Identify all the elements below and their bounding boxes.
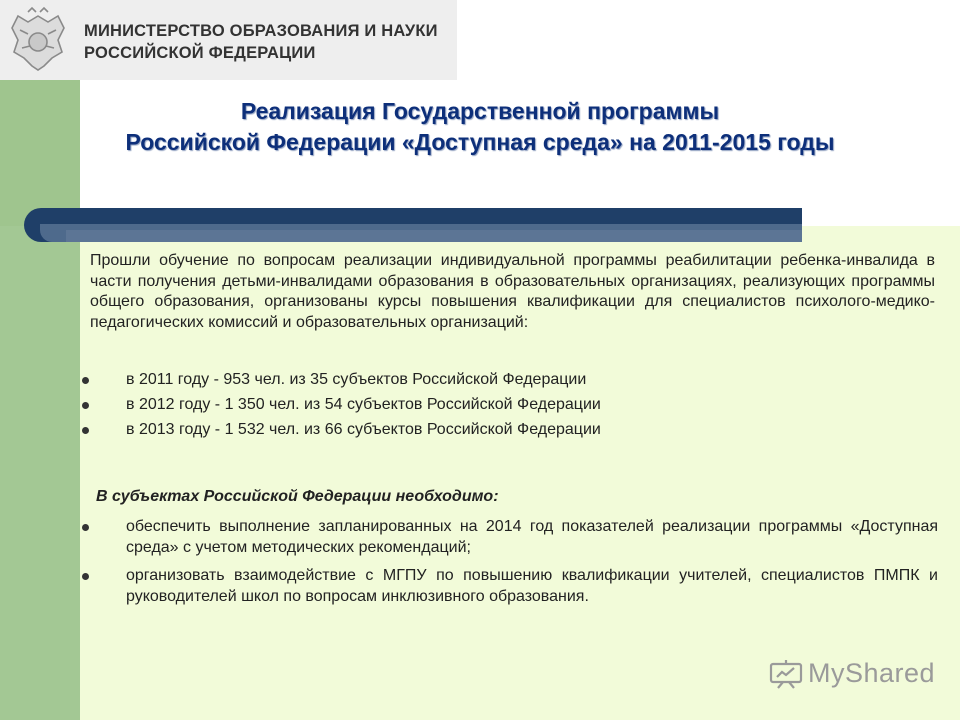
decorative-bar-edge (66, 230, 802, 242)
list-item (78, 566, 938, 607)
list-item-text: в 2012 году - 1 350 чел. из 54 субъектов Российской Федерации (126, 396, 601, 413)
list-item-text: обеспечить выполнение запланированных на 2014 год показателей реализации программы «Доступная среда» с учетом методических рекомендаций; (126, 518, 938, 556)
requirements-heading: В субъектах Российской Федерации необходимо: (96, 488, 499, 505)
list-item-text: организовать взаимодействие с МГПУ по повышению квалификации учителей, специалистов ПМПК и руководителей школ по вопросам инклюзивного образования. (126, 567, 938, 605)
slide-title (0, 96, 960, 158)
ministry-name-line1: МИНИСТЕРСТВО ОБРАЗОВАНИЯ И НАУКИ (84, 22, 438, 40)
left-green-band-lower (0, 226, 80, 720)
ministry-name-line2: РОССИЙСКОЙ ФЕДЕРАЦИИ (84, 44, 316, 62)
intro-paragraph: Прошли обучение по вопросам реализации индивидуальной программы реабилитации ребенка-инвалида в части получения детьми-инвалидами образования в образовательных организациях, реализующих программы общего образования, организованы курсы повышения квалификации для специалистов психолого-медико-педагогических комиссий и образовательных организаций: (90, 252, 935, 331)
myshared-watermark[interactable] (768, 656, 936, 692)
list-item (78, 395, 938, 420)
training-stats-list (78, 370, 938, 445)
list-item (78, 517, 938, 558)
presentation-board-icon (768, 658, 804, 690)
slide-title-line1: Реализация Государственной программы (240, 98, 720, 124)
slide-title-line2: Российской Федерации «Доступная среда» на 2011-2015 годы (125, 129, 835, 155)
bullet-icon (82, 377, 89, 384)
bullet-icon (82, 573, 89, 580)
requirements-list (78, 517, 938, 615)
bullet-icon (82, 427, 89, 434)
ministry-header (0, 0, 457, 80)
list-item-text: в 2011 году - 953 чел. из 35 субъектов Российской Федерации (126, 371, 587, 388)
coat-of-arms-logo (6, 6, 70, 74)
watermark-text: MyShared (808, 658, 936, 688)
list-item (78, 420, 938, 445)
bullet-icon (82, 524, 89, 531)
list-item-text: в 2013 году - 1 532 чел. из 66 субъектов Российской Федерации (126, 421, 601, 438)
list-item (78, 370, 938, 395)
bullet-icon (82, 402, 89, 409)
